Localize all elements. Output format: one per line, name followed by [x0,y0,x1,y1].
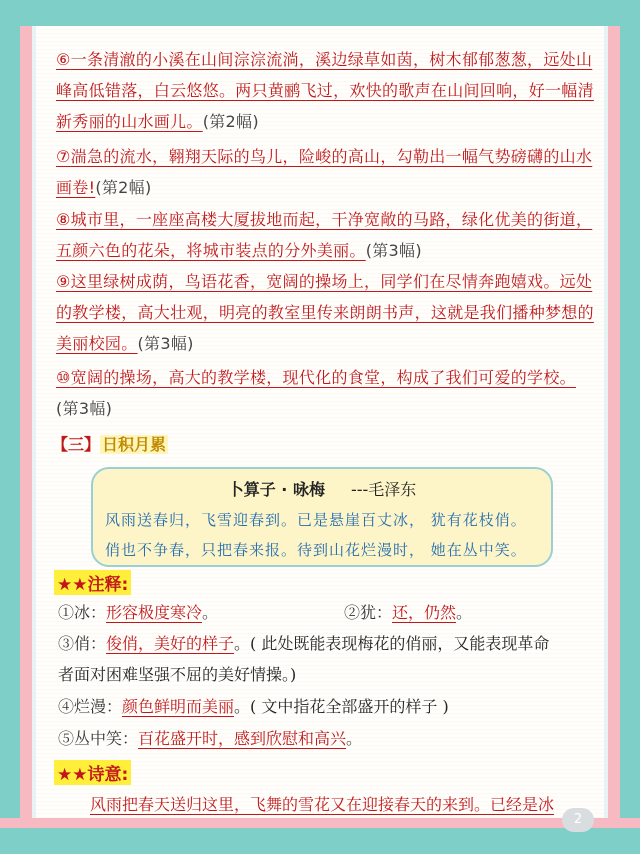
item-tail: (第3幅) [56,399,113,418]
note-term: ④烂漫： [58,697,123,716]
item-text: 宽阔的操场，高大的教学楼，现代化的食堂，构成了我们可爱的学校。 [70,368,576,387]
note-answer: 颜色鲜明而美丽 [122,697,235,716]
note-term: ③俏： [58,634,107,653]
item-number: ⑦ [56,147,71,166]
section-title: 日积月累 [102,435,167,454]
border-left-pink [20,0,32,854]
border-bottom [0,828,640,854]
item-tail: (第3幅) [137,334,194,353]
note-3 [58,631,549,654]
item-number: ⑥ [56,50,71,69]
note-answer: 俊俏，美好的样子 [106,634,235,653]
item-tail: (第2幅) [95,178,152,197]
item-text: 城市里，一座座高楼大厦拔地而起，干净宽敞的马路，绿化优美的街道，五颜六色的花朵，将城市装点的分外美丽。 [56,210,593,260]
note-term: ⑤丛中笑： [58,729,139,748]
note-term: ②犹： [344,603,393,622]
item-tail: (第3幅) [365,241,422,260]
note-term: ①冰： [58,603,107,622]
item-7 [56,141,596,203]
poem-heading [93,477,551,500]
note-4 [58,694,449,717]
note-extension: 者面对困难坚强不屈的美好情操。) [58,665,297,684]
item-8 [56,204,596,266]
note-answer: 百花盛开时，感到欣慰和高兴 [138,729,347,748]
note-5: ⑤丛中笑：百花盛开时，感到欣慰和高兴。 [58,729,363,748]
item-10 [56,362,596,424]
section-heading [52,432,168,455]
meaning-line: 风雨把春天送归这里，飞舞的雪花又在迎接春天的来到。已经是冰 [90,795,555,814]
poem-line-2: 俏也不争春，只把春来报。待到山花烂漫时， 她在丛中笑。 [105,541,527,559]
item-text: 这里绿树成荫，鸟语花香，宽阔的操场上，同学们在尽情奔跑嬉戏。远处的教学楼，高大壮观，明亮的教室里传来朗朗书声，这就是我们播种梦想的美丽校园。 [56,272,594,353]
note-answer: 形容极度寒冷 [106,603,203,622]
poem-title: 卜算子 · 咏梅 [227,480,325,499]
note-3-cont [58,662,296,685]
item-9 [56,266,596,359]
poem-box [91,467,553,567]
section-number: 【三】 [52,435,101,454]
item-6 [56,44,596,137]
note-extension: 。( 此处既能表现梅花的俏丽，又能表现革命 [234,634,550,653]
poem-author: ---毛泽东 [350,480,417,499]
page-number-badge: 2 [562,808,594,832]
note-extension: 。( 文中指花全部盛开的样子 ) [234,697,449,716]
item-text: 一条清澈的小溪在山间淙淙流淌，溪边绿草如茵，树木郁郁葱葱，远处山峰高低错落，白云悠悠。两只黄鹂飞过，欢快的歌声在山间回响，好一幅清新秀丽的山水画儿。 [56,50,594,131]
note-2: ②犹：还，仍然。 [344,603,473,622]
item-text: 湍急的流水，翱翔天际的鸟儿，险峻的高山，勾勒出一幅气势磅礴的山水画卷! [56,147,593,197]
note-answer: 还，仍然 [392,603,457,622]
item-tail: (第2幅) [202,112,259,131]
border-top [0,0,640,26]
meaning-text [90,792,554,815]
meaning-label: ★★诗意: [54,760,131,785]
border-right-pink [608,0,620,854]
border-left [0,0,20,854]
notes-label: ★★注释: [54,570,131,595]
border-right [620,0,640,854]
item-number: ⑨ [56,272,71,291]
item-number: ⑩ [56,368,71,387]
item-number: ⑧ [56,210,71,229]
note-1: ①冰：形容极度寒冷。 [58,603,219,622]
border-bottom-pink [0,818,640,828]
poem-line-1: 风雨送春归，飞雪迎春到。已是悬崖百丈冰， 犹有花枝俏。 [105,511,527,529]
